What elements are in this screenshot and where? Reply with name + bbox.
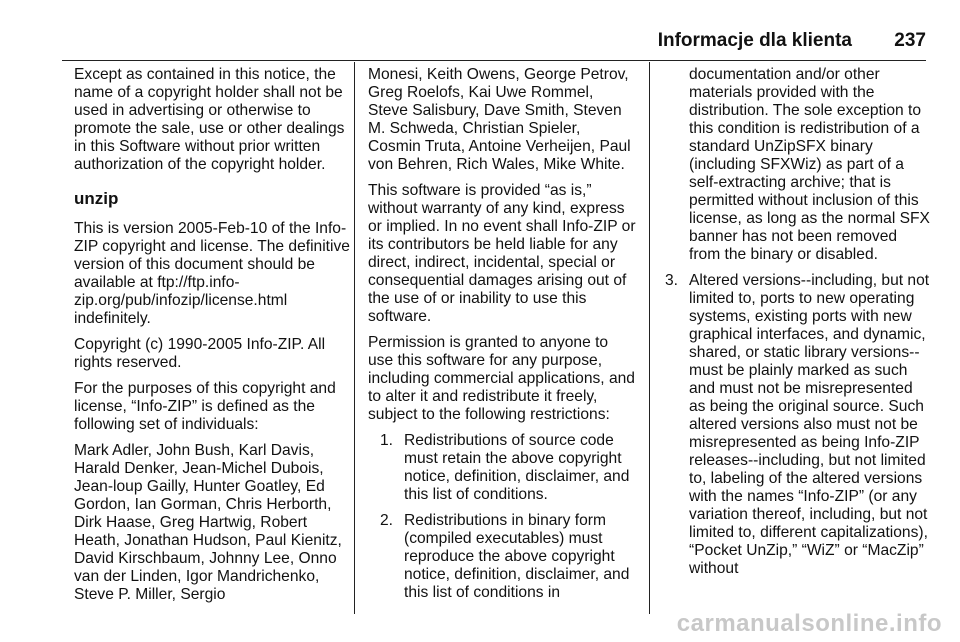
paragraph: Permission is granted to anyone to use this software for any purpose, including commercial applications, and to alter it and redistribute it freely, subject to the following restrictions:	[368, 334, 635, 423]
column-divider-2	[649, 62, 650, 614]
paragraph: Monesi, Keith Owens, George Petrov, Greg Roelofs, Kai Uwe Rommel, Steve Salisbury, Dave Smith, Steven M. Schweda, Christian Spieler, Cosmin Truta, Antoine Verheijen, Paul von Behren, Rich Wales, Mike White.	[368, 66, 631, 173]
list-item	[380, 432, 636, 504]
paragraph: Except as contained in this notice, the name of a copyright holder shall not be used in advertising or otherwise to promote the sale, use or other dealings in this Software without prior written authorization of the copyright holder.	[74, 66, 345, 173]
column-2	[368, 66, 636, 610]
page-number: 237	[894, 30, 926, 51]
list-item-text: Altered versions--including, but not limited to, ports to new operating systems, existing ports with new graphical interfaces, and dynamic, shared, or static library versions--must be plainly marked as such and must not be misrepresented as being the original source. Such altered versions also must not be misrepresented as being Info-ZIP releases--including, but not limited to, labeling of the altered versions with the names “Info-ZIP” (or any variation thereof, including, but not limited to, different capitalizations), “Pocket UnZip,” “WiZ” or “MacZip” without	[689, 272, 930, 577]
list-item-number: 1.	[380, 432, 394, 449]
page-title: Informacje dla klienta	[657, 30, 852, 51]
paragraph: Copyright (c) 1990-2005 Info-ZIP. All rights reserved.	[74, 336, 326, 371]
list-item	[380, 512, 636, 602]
column-divider-1	[354, 62, 355, 614]
paragraph: Mark Adler, John Bush, Karl Davis, Harald Denker, Jean-Michel Dubois, Jean-loup Gailly, Hunter Goatley, Ed Gordon, Ian Gorman, Chris Herborth, Dirk Haase, Greg Hartwig, Robert Heath, Jonathan Hudson, Paul Kienitz, David Kirschbaum, Johnny Lee, Onno van der Linden, Igor Mandrichenko, Steve P. Miller, Sergio	[74, 442, 342, 603]
paragraph: For the purposes of this copyright and license, “Info-ZIP” is defined as the following set of individuals:	[74, 380, 336, 433]
paragraph: This is version 2005-Feb-10 of the Info-ZIP copyright and license. The definitive version of this document should be available at ftp://ftp.info-zip.org/pub/infozip/license.html indefinitely.	[74, 220, 350, 327]
paragraph: documentation and/or other materials provided with the distribution. The sole exception to this condition is redistribution of a standard UnZipSFX binary (including SFXWiz) as part of a self-extracting archive; that is permitted without inclusion of this license, as long as the normal SFX banner has not been removed from the binary or disabled.	[689, 66, 930, 263]
list-item-number: 3.	[665, 272, 679, 289]
restrictions-list	[368, 432, 636, 602]
list-item	[665, 272, 931, 578]
page-header	[62, 24, 926, 64]
column-1	[74, 66, 350, 612]
column-3	[665, 66, 931, 586]
header-rule	[62, 60, 926, 61]
list-item-text: Redistributions of source code must retain the above copyright notice, definition, disclaimer, and this list of conditions.	[404, 432, 630, 503]
watermark: carmanualsonline.info	[676, 610, 942, 637]
list-item-number: 2.	[380, 512, 394, 529]
restrictions-list	[665, 272, 931, 578]
paragraph: This software is provided “as is,” without warranty of any kind, express or implied. In no event shall Info-ZIP or its contributors be held liable for any direct, indirect, incidental, special or consequential damages arising out of the use of or inability to use this software.	[368, 182, 636, 325]
list-item-text: Redistributions in binary form (compiled executables) must reproduce the above copyright notice, definition, disclaimer, and this list of conditions in	[404, 512, 630, 601]
section-heading: unzip	[74, 189, 119, 208]
